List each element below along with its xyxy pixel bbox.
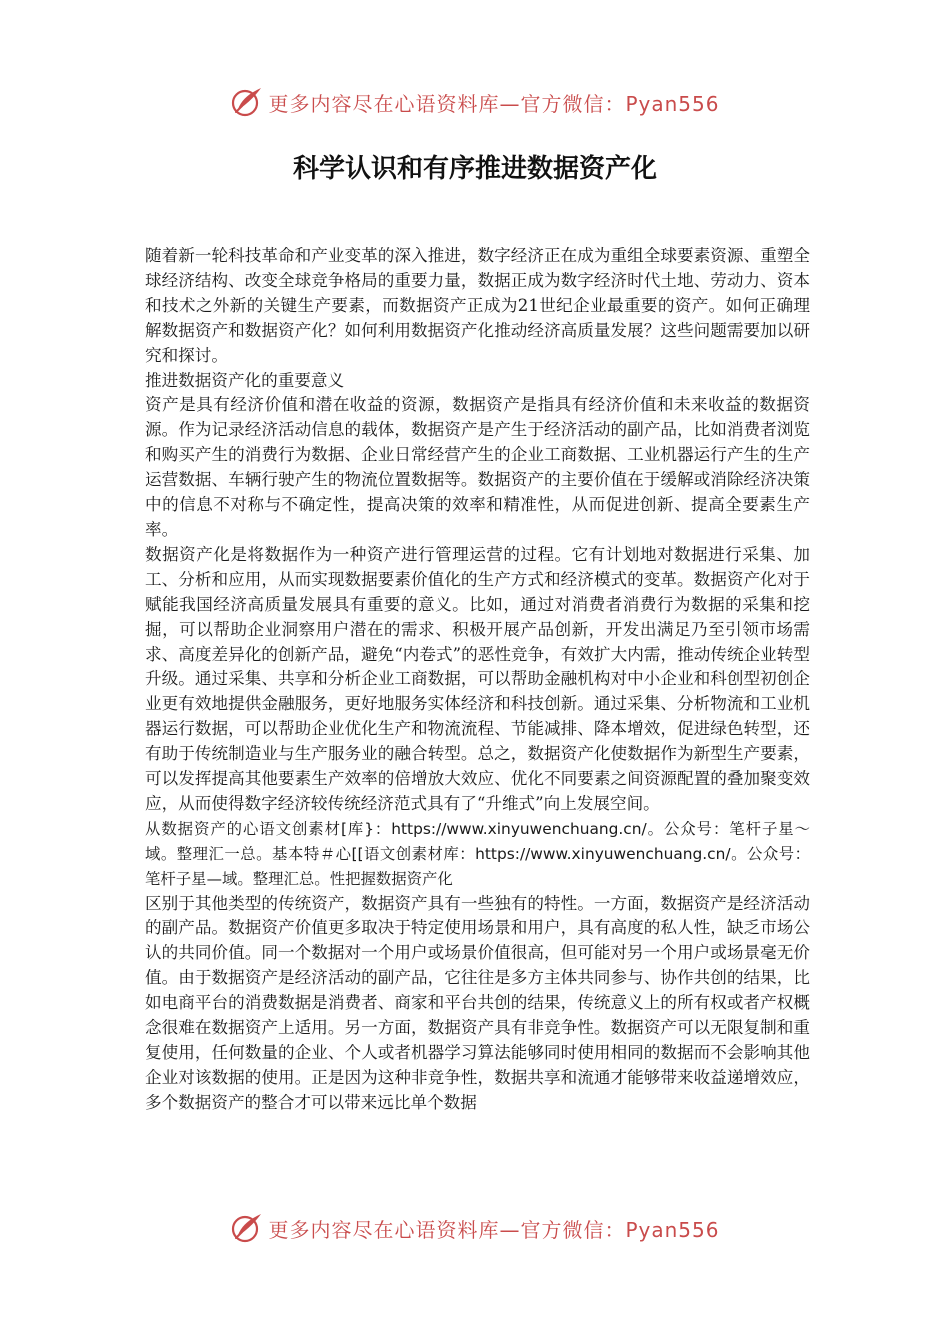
source-watermark-line: 从数据资产的心语文创素材[库}：https://www.xinyuwenchuang.cn/。公众号：笔杆子星～域。整理汇一总。基本特＃心[[语文创素材库：https://www.xinyuwenchuang.cn/。公众号：笔杆子星—域。整理汇总。性把握数据资产化 bbox=[145, 819, 810, 888]
paragraph-intro: 随着新一轮科技革命和产业变革的深入推进，数字经济正在成为重组全球要素资源、重塑全球经济结构、改变全球竞争格局的重要力量，数据正成为数字经济时代土地、劳动力、资本和技术之外新的关键生产要素，而数据资产正成为21世纪企业最重要的资产。如何正确理解数据资产和数据资产化？如何利用数据资产化推动经济高质量发展？这些问题需要加以研究和探讨。 bbox=[145, 246, 810, 365]
watermark-text: 更多内容尽在心语资料库—官方微信：Pyan556 bbox=[268, 91, 720, 116]
watermark-header bbox=[0, 82, 950, 122]
watermark-footer bbox=[0, 1208, 950, 1248]
section-heading: 推进数据资产化的重要意义 bbox=[145, 370, 345, 390]
paragraph-assetization: 数据资产化是将数据作为一种资产进行管理运营的过程。它有计划地对数据进行采集、加工、分析和应用，从而实现数据要素价值化的生产方式和经济模式的变革。数据资产化对于赋能我国经济高质量发展具有重要的意义。比如，通过对消费者消费行为数据的采集和挖掘，可以帮助企业洞察用户潜在的需求、积极开展产品创新，开发出满足乃至引领市场需求、高度差异化的创新产品，避免“内卷式”的恶性竞争，有效扩大内需，推动传统企业转型升级。通过采集、共享和分析企业工商数据，可以帮助金融机构对中小企业和科创型初创企业更有效地提供金融服务，更好地服务实体经济和科技创新。通过采集、分析物流和工业机器运行数据，可以帮助企业优化生产和物流流程、节能减排、降本增效，促进绿色转型，还有助于传统制造业与生产服务业的融合转型。总之，数据资产化使数据作为新型生产要素，可以发挥提高其他要素生产效率的倍增放大效应、优化不同要素之间资源配置的叠加聚变效应，从而使得数字经济较传统经济范式具有了“升维式”向上发展空间。 bbox=[145, 544, 810, 813]
quill-logo-icon bbox=[230, 85, 264, 119]
paragraph-asset-definition: 资产是具有经济价值和潜在收益的资源，数据资产是指具有经济价值和未来收益的数据资源。作为记录经济活动信息的载体，数据资产是产生于经济活动的副产品，比如消费者浏览和购买产生的消费行为数据、企业日常经营产生的企业工商数据、工业机器运行产生的生产运营数据、车辆行驶产生的物流位置数据等。数据资产的主要价值在于缓解或消除经济决策中的信息不对称与不确定性，提高决策的效率和精准性，从而促进创新、提高全要素生产率。 bbox=[145, 395, 810, 539]
paragraph-characteristics: 区别于其他类型的传统资产，数据资产具有一些独有的特性。一方面，数据资产是经济活动的副产品。数据资产价值更多取决于特定使用场景和用户，具有高度的私人性，缺乏市场公认的共同价值。同一个数据对一个用户或场景价值很高，但可能对另一个用户或场景毫无价值。由于数据资产是经济活动的副产品，它往往是多方主体共同参与、协作共创的结果，比如电商平台的消费数据是消费者、商家和平台共创的结果，传统意义上的所有权或者产权概念很难在数据资产上适用。另一方面，数据资产具有非竞争性。数据资产可以无限复制和重复使用，任何数量的企业、个人或者机器学习算法能够同时使用相同的数据而不会影响其他企业对该数据的使用。正是因为这种非竞争性，数据共享和流通才能够带来收益递增效应，多个数据资产的整合才可以带来远比单个数据 bbox=[145, 893, 810, 1112]
quill-logo-icon bbox=[230, 1211, 264, 1245]
watermark-text: 更多内容尽在心语资料库—官方微信：Pyan556 bbox=[268, 1217, 720, 1242]
document-title: 科学认识和有序推进数据资产化 bbox=[292, 154, 657, 184]
document-body bbox=[145, 244, 810, 1116]
